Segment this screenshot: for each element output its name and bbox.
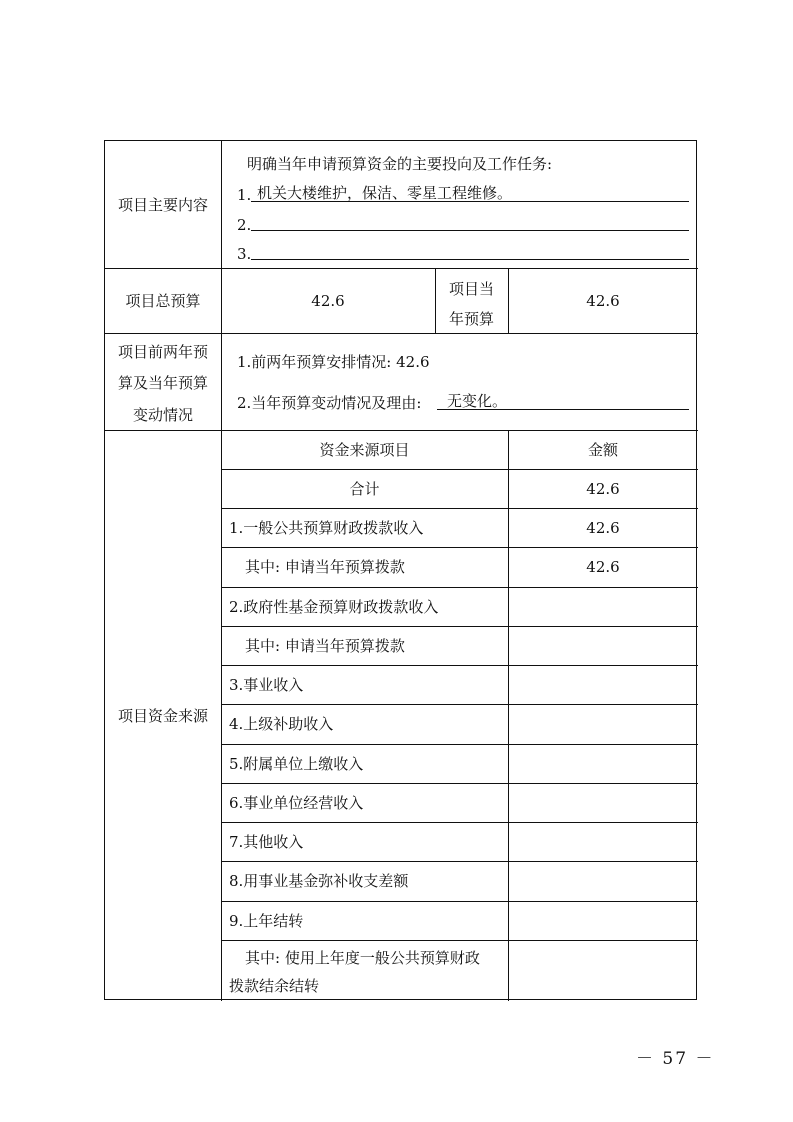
- change-reason-prefix: 2.当年预算变动情况及理由:: [237, 394, 422, 412]
- row-divider: [105, 333, 698, 334]
- funding-row-item: 合计: [349, 480, 380, 498]
- funding-row-item: 5.附属单位上缴收入: [229, 755, 364, 773]
- project-budget-table: [104, 140, 697, 1000]
- row-divider: [221, 547, 698, 548]
- funding-row-amount: 42.6: [586, 480, 620, 498]
- item-number: 3.: [237, 245, 252, 263]
- funding-row-item: 2.政府性基金预算财政拨款收入: [229, 598, 439, 616]
- change-label: 项目前两年预: [117, 343, 208, 361]
- column-divider: [508, 430, 509, 1001]
- total-budget-value: 42.6: [311, 292, 345, 310]
- funding-header-amount: 金额: [587, 441, 618, 459]
- funding-row-item: 其中: 申请当年预算拨款: [245, 558, 405, 576]
- main-content-label: 项目主要内容: [117, 196, 208, 214]
- item-number: 2.: [237, 216, 252, 234]
- funding-row-item: 其中: 申请当年预算拨款: [245, 637, 405, 655]
- row-divider: [221, 940, 698, 941]
- funding-row-amount: 42.6: [586, 519, 620, 537]
- fill-in-line: [251, 259, 689, 260]
- row-divider: [105, 268, 698, 269]
- funding-row-item: 6.事业单位经营收入: [229, 794, 364, 812]
- change-reason-value: 无变化。: [447, 392, 508, 410]
- funding-row-amount: 42.6: [586, 558, 620, 576]
- row-divider: [105, 430, 698, 431]
- row-divider: [221, 744, 698, 745]
- row-divider: [221, 783, 698, 784]
- column-divider: [221, 141, 222, 1001]
- row-divider: [221, 665, 698, 666]
- row-divider: [221, 626, 698, 627]
- funding-row-item: 其中: 使用上年度一般公共预算财政: [245, 949, 480, 967]
- previous-budget-line: 1.前两年预算安排情况: 42.6: [237, 353, 430, 371]
- funding-row-item: 9.上年结转: [229, 912, 304, 930]
- total-budget-label: 项目总预算: [125, 292, 201, 310]
- funding-row-item: 8.用事业基金弥补收支差额: [229, 872, 409, 890]
- current-budget-value: 42.6: [586, 292, 620, 310]
- row-divider: [221, 508, 698, 509]
- page-number: － 57 －: [636, 1049, 715, 1069]
- funding-row-item: 1.一般公共预算财政拨款收入: [229, 519, 424, 537]
- funding-row-item: 4.上级补助收入: [229, 715, 334, 733]
- funding-row-item: 3.事业收入: [229, 676, 304, 694]
- funding-header-item: 资金来源项目: [319, 441, 410, 459]
- row-divider: [221, 704, 698, 705]
- current-budget-label: 项目当: [448, 280, 494, 298]
- item-text: 机关大楼维护，保洁、零星工程维修。: [257, 184, 513, 202]
- main-content-intro: 明确当年申请预算资金的主要投向及工作任务:: [247, 155, 553, 173]
- change-label: 算及当年预算: [117, 374, 208, 392]
- item-number: 1.: [237, 186, 252, 204]
- funding-row-item: 7.其他收入: [229, 833, 304, 851]
- row-divider: [221, 861, 698, 862]
- row-divider: [221, 822, 698, 823]
- row-divider: [221, 901, 698, 902]
- fill-in-line: [251, 230, 689, 231]
- row-divider: [221, 469, 698, 470]
- change-label: 变动情况: [132, 406, 193, 424]
- funding-label: 项目资金来源: [117, 707, 208, 725]
- row-divider: [221, 587, 698, 588]
- current-budget-label: 年预算: [448, 310, 494, 328]
- funding-row-item: 拨款结余结转: [229, 977, 320, 995]
